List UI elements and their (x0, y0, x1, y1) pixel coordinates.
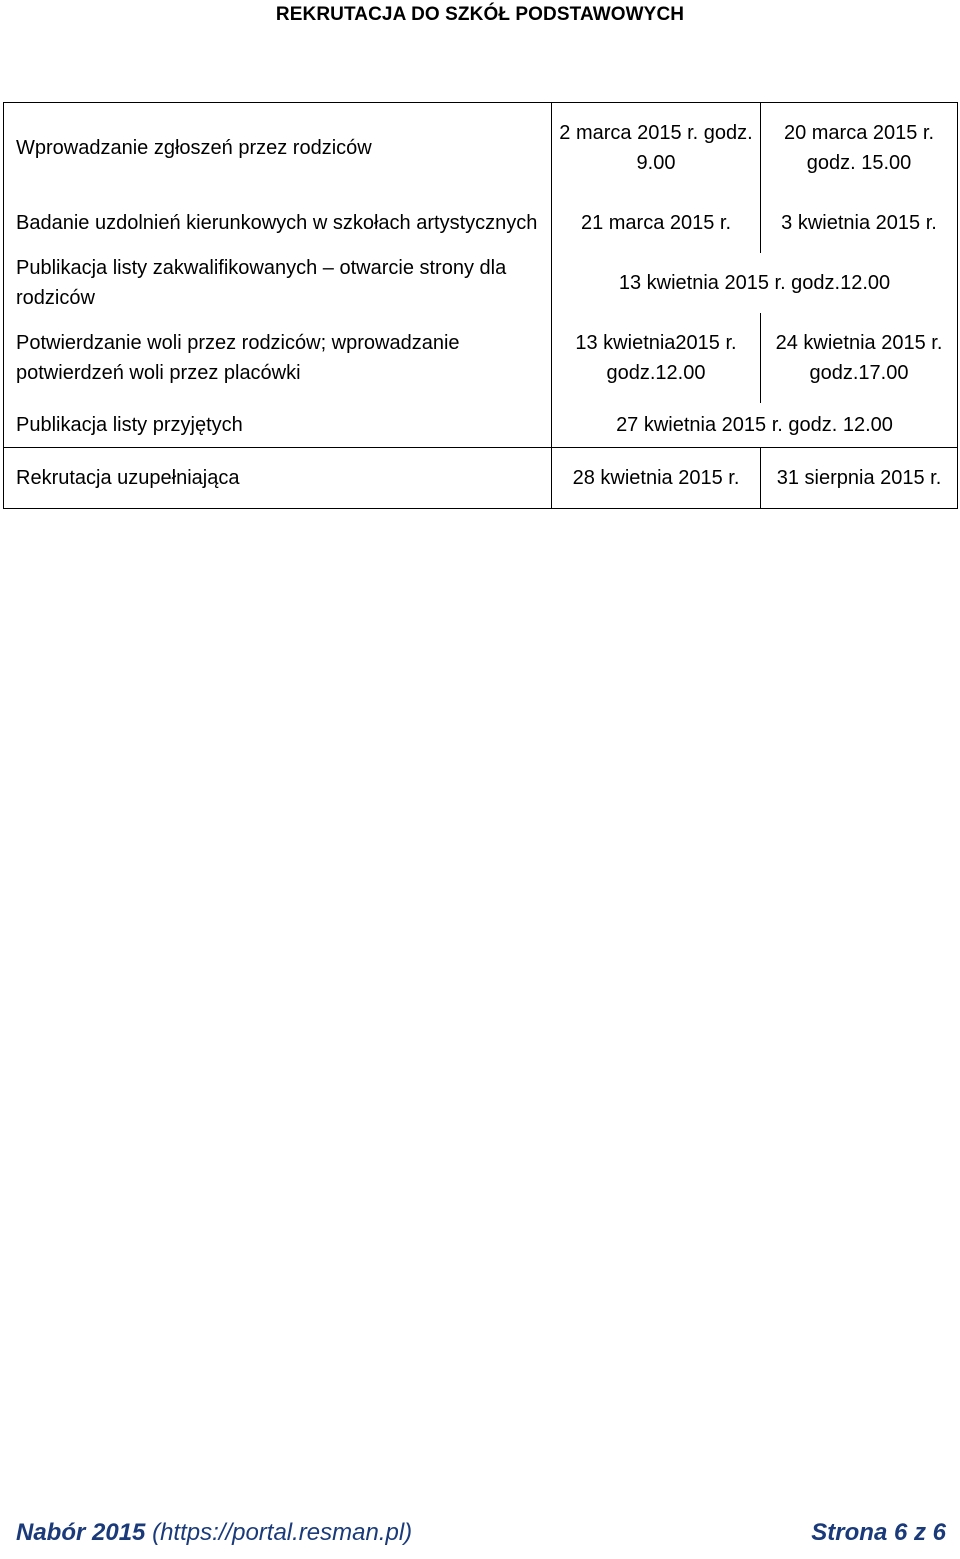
row-label: Wprowadzanie zgłoszeń przez rodziców (4, 103, 552, 194)
row-date-from: 2 marca 2015 r. godz. 9.00 (552, 103, 761, 194)
row-label: Potwierdzanie woli przez rodziców; wprowadzanie potwierdzeń woli przez placówki (4, 313, 552, 403)
footer-url[interactable]: (https://portal.resman.pl) (152, 1519, 413, 1546)
row-date-to: 24 kwietnia 2015 r. godz.17.00 (761, 313, 958, 403)
table-row (4, 193, 958, 253)
schedule-table (3, 102, 958, 509)
footer-title: Nabór 2015 (16, 1519, 146, 1546)
row-date-from: 28 kwietnia 2015 r. (552, 448, 761, 509)
table-row (4, 253, 958, 313)
row-date-from: 21 marca 2015 r. (552, 193, 761, 253)
footer-source (16, 1519, 412, 1547)
schedule-table-wrapper (3, 102, 958, 509)
row-date-to: 20 marca 2015 r. godz. 15.00 (761, 103, 958, 194)
row-label: Rekrutacja uzupełniająca (4, 448, 552, 509)
row-label: Publikacja listy zakwalifikowanych – otwarcie strony dla rodziców (4, 253, 552, 313)
row-date: 13 kwietnia 2015 r. godz.12.00 (552, 253, 958, 313)
row-date-to: 31 sierpnia 2015 r. (761, 448, 958, 509)
row-label: Badanie uzdolnień kierunkowych w szkołach artystycznych (4, 193, 552, 253)
row-label: Publikacja listy przyjętych (4, 403, 552, 448)
row-date: 27 kwietnia 2015 r. godz. 12.00 (552, 403, 958, 448)
table-row (4, 403, 958, 448)
table-row (4, 313, 958, 403)
page-number: Strona 6 z 6 (811, 1519, 946, 1546)
row-date-to: 3 kwietnia 2015 r. (761, 193, 958, 253)
page-header: REKRUTACJA DO SZKÓŁ PODSTAWOWYCH (275, 4, 685, 25)
table-row (4, 103, 958, 194)
row-date-from: 13 kwietnia2015 r. godz.12.00 (552, 313, 761, 403)
table-row (4, 448, 958, 509)
